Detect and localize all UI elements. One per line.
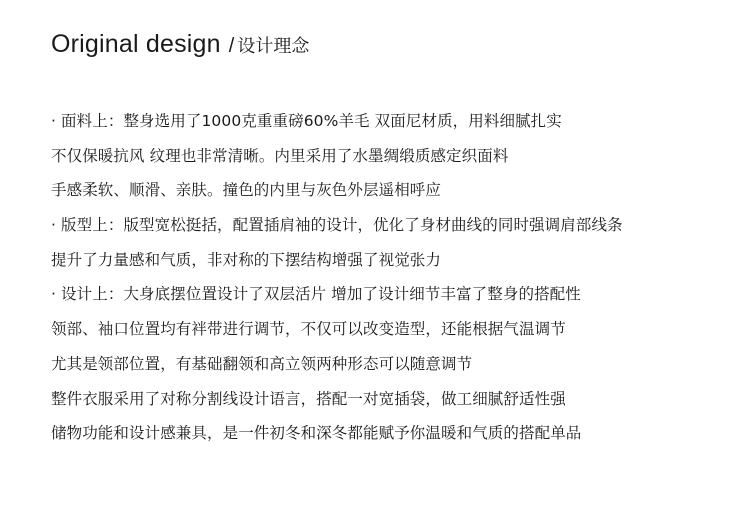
text-line: 储物功能和设计感兼具，是一件初冬和深冬都能赋予你温暖和气质的搭配单品 xyxy=(51,424,582,443)
text-line: 尤其是领部位置，有基础翻领和高立领两种形态可以随意调节 xyxy=(51,354,473,373)
description-text xyxy=(51,109,741,456)
text-line: 提升了力量感和气质，非对称的下摆结构增强了视觉张力 xyxy=(51,250,442,269)
title-chinese: 设计理念 xyxy=(237,36,310,57)
text-line: 整件衣服采用了对称分割线设计语言，搭配一对宽插袋，做工细腻舒适性强 xyxy=(51,389,566,408)
text-line: 领部、袖口位置均有袢带进行调节，不仅可以改变造型，还能根据气温调节 xyxy=(51,320,566,339)
text-line: · 版型上：版型宽松挺括，配置插肩袖的设计，优化了身材曲线的同时强调肩部线条 xyxy=(51,216,623,235)
text-line: · 面料上：整身选用了1000克重重磅60%羊毛 双面尼材质，用料细腻扎实 xyxy=(51,112,562,130)
title-separator: / xyxy=(228,35,235,57)
title-english: Original design xyxy=(51,30,221,58)
text-line: 不仅保暖抗风 纹理也非常清晰。内里采用了水墨绸缎质感定织面料 xyxy=(51,146,509,165)
text-line: · 设计上：大身底摆位置设计了双层活片 增加了设计细节丰富了整身的搭配性 xyxy=(51,285,581,304)
text-line: 手感柔软、顺滑、亲肤。撞色的内里与灰色外层遥相呼应 xyxy=(51,181,442,200)
section-title xyxy=(51,28,309,63)
